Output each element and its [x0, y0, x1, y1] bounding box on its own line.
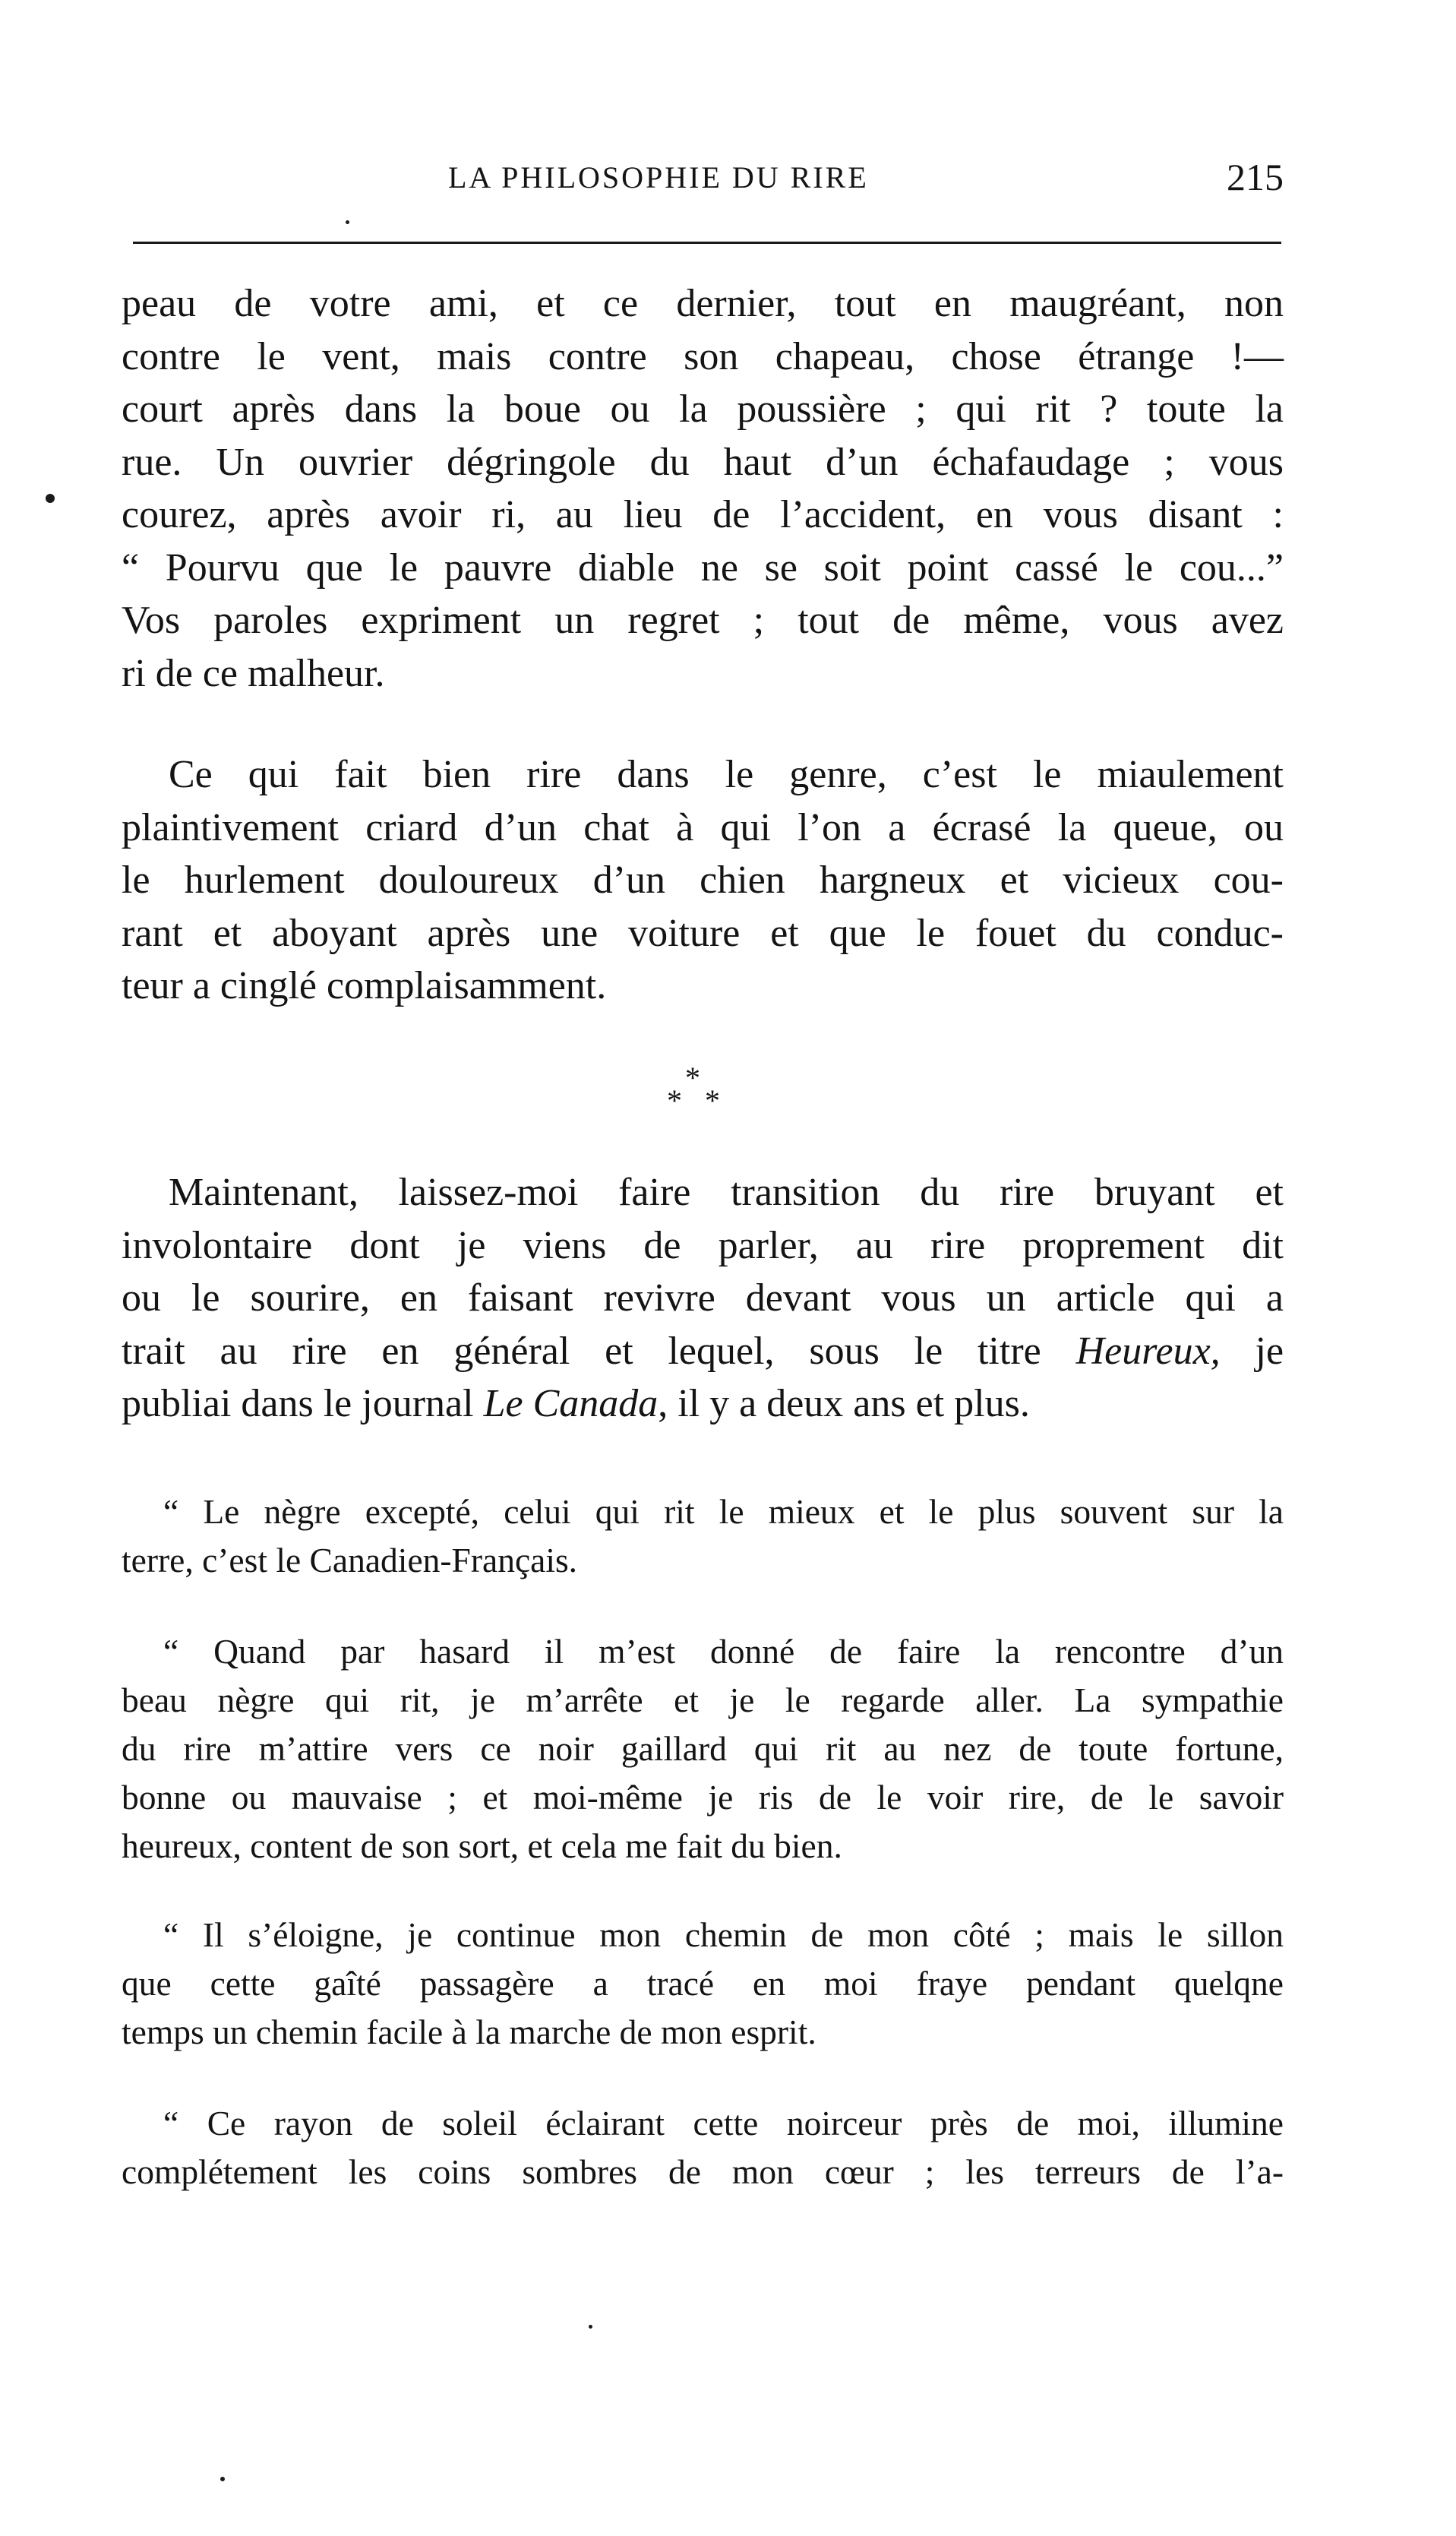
- quote-paragraph-4: [122, 2099, 1284, 2196]
- text-line: court après dans la boue ou la poussière ; qui rit ? toute la: [122, 387, 1284, 431]
- running-title: LA PHILOSOPHIE DU RIRE: [448, 160, 869, 194]
- text-line: involontaire dont je viens de parler, au rire proprement dit: [122, 1223, 1284, 1267]
- text-line: contre le vent, mais contre son chapeau, chose étrange !—: [122, 334, 1284, 378]
- quote-paragraph-2: [122, 1627, 1284, 1870]
- text-line: temps un chemin facile à la marche de mon esprit.: [122, 2013, 816, 2051]
- text-line: bonne ou mauvaise ; et moi-même je ris de le voir rire, de le savoir: [122, 1778, 1284, 1817]
- header-rule: [133, 242, 1281, 244]
- separator-star: *: [667, 1083, 682, 1118]
- text-line: “ Ce rayon de soleil éclairant cette noirceur près de moi, illumine: [163, 2104, 1284, 2142]
- quote-paragraph-1: [122, 1488, 1284, 1585]
- text-line: Vos paroles expriment un regret ; tout de même, vous avez: [122, 599, 1284, 642]
- scan-speck: [589, 2325, 592, 2329]
- text-line: “ Il s’éloigne, je continue mon chemin de mon côté ; mais le sillon: [163, 1915, 1284, 1954]
- text-line: “ Quand par hasard il m’est donné de faire la rencontre d’un: [163, 1632, 1284, 1671]
- text-line: ou le sourire, en faisant revivre devant vous un article qui a: [122, 1276, 1284, 1320]
- separator-star: *: [705, 1083, 720, 1118]
- separator-star: *: [685, 1061, 700, 1095]
- paragraph-1: [122, 277, 1284, 700]
- text-line: teur a cinglé complaisamment.: [122, 964, 607, 1007]
- text-line: du rire m’attire vers ce noir gaillard qui rit au nez de toute fortune,: [122, 1729, 1284, 1768]
- text-line: rant et aboyant après une voiture et que le fouet du conduc-: [122, 911, 1284, 955]
- paragraph-2: [122, 748, 1284, 1013]
- text-line: plaintivement criard d’un chat à qui l’on a écrasé la queue, ou: [122, 805, 1284, 849]
- scan-speck: [46, 494, 55, 503]
- journal-le-canada: Le Canada: [483, 1382, 659, 1425]
- text-line: trait au rire en général et lequel, sous le titre Heureux, je: [122, 1329, 1284, 1373]
- section-separator: [653, 1060, 744, 1128]
- page-header: [122, 156, 1284, 205]
- text-line: publiai dans le journal Le Canada, il y a deux ans et plus.: [122, 1382, 1030, 1425]
- text-line: terre, c’est le Canadien-Français.: [122, 1541, 578, 1579]
- quote-paragraph-3: [122, 1911, 1284, 2057]
- text-line: courez, après avoir ri, au lieu de l’accident, en vous disant :: [122, 493, 1284, 536]
- title-heureux: Heureux,: [1075, 1329, 1221, 1373]
- text-line: Ce qui fait bien rire dans le genre, c’est le miaulement: [169, 753, 1284, 796]
- text-line: complétement les coins sombres de mon cœur ; les terreurs de l’a-: [122, 2152, 1284, 2191]
- text-line: ri de ce malheur.: [122, 651, 385, 695]
- text-line: Maintenant, laissez-moi faire transition du rire bruyant et: [169, 1171, 1284, 1214]
- text-line: beau nègre qui rit, je m’arrête et je le regarde aller. La sympathie: [122, 1681, 1284, 1719]
- text-line: “ Pourvu que le pauvre diable ne se soit point cassé le cou...”: [122, 545, 1284, 590]
- text-line: peau de votre ami, et ce dernier, tout en maugréant, non: [122, 282, 1284, 325]
- text-line: que cette gaîté passagère a tracé en moi fraye pendant quelqne: [122, 1964, 1284, 2003]
- text-line: rue. Un ouvrier dégringole du haut d’un échafaudage ; vous: [122, 440, 1284, 484]
- page-number: 215: [1227, 156, 1284, 198]
- text-line: heureux, content de son sort, et cela me fait du bien.: [122, 1826, 842, 1865]
- text-line: “ Le nègre excepté, celui qui rit le mieux et le plus souvent sur la: [163, 1492, 1284, 1531]
- paragraph-3: [122, 1166, 1284, 1431]
- text-line: le hurlement douloureux d’un chien hargneux et vicieux cou-: [122, 859, 1284, 902]
- scan-speck: [346, 220, 349, 224]
- scan-speck: [220, 2477, 225, 2481]
